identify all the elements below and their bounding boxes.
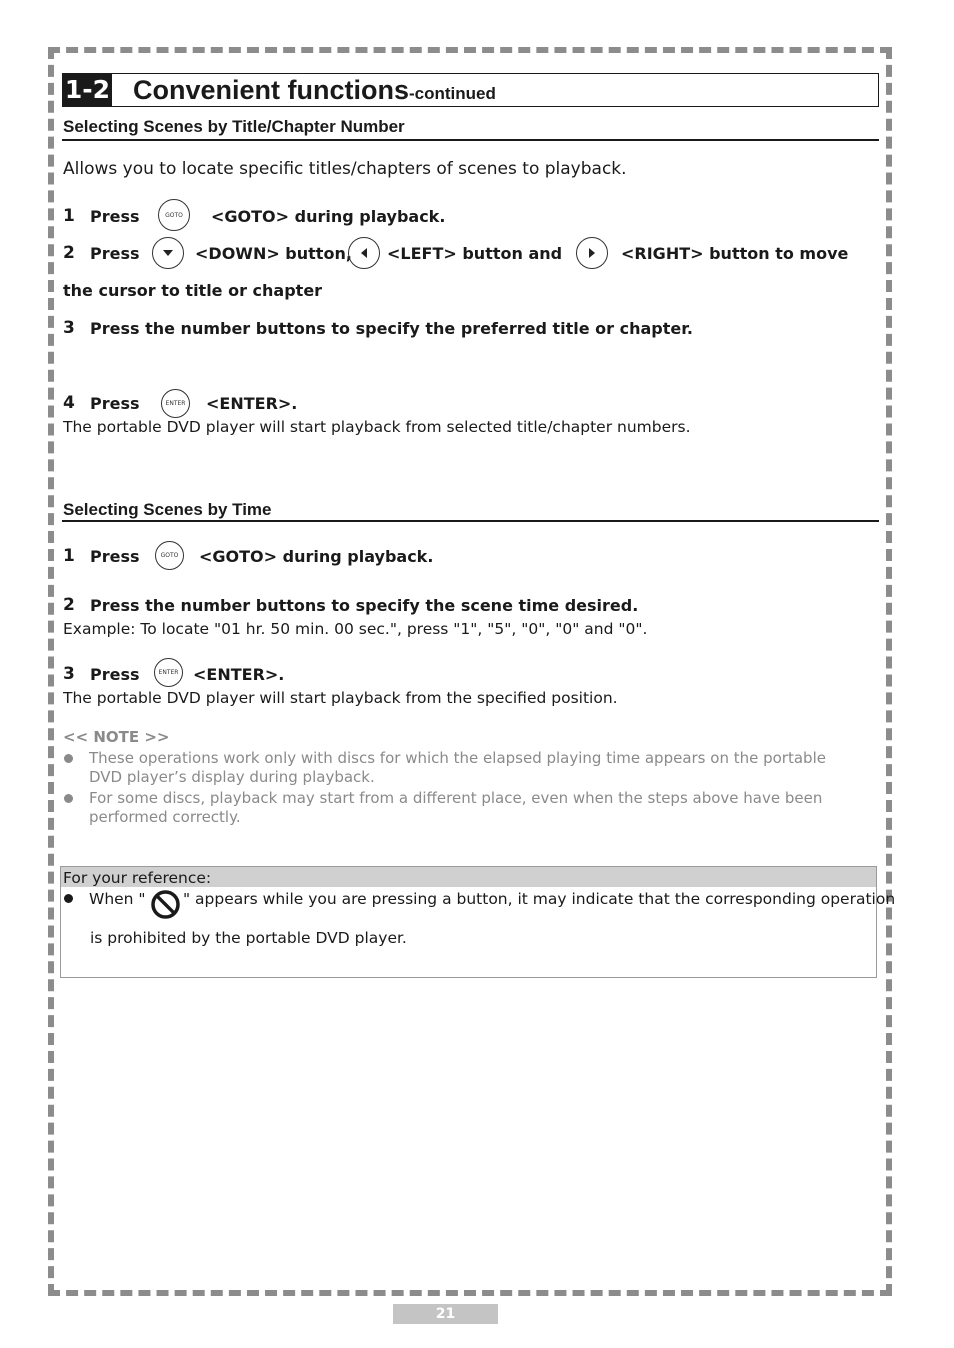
goto-button-icon: GOTO: [158, 199, 190, 231]
step-press-label: Press: [90, 547, 140, 566]
bullet-icon: [64, 894, 73, 903]
section-number: 1-2: [64, 75, 111, 104]
step-press-label: Press: [90, 665, 140, 684]
step-text: <GOTO> during playback.: [199, 547, 434, 566]
subheading-time: Selecting Scenes by Time: [63, 500, 272, 519]
section-title: [133, 74, 496, 110]
enter-button-icon: ENTER: [154, 658, 183, 687]
page-number: 21: [393, 1304, 498, 1324]
step-text: <ENTER>.: [206, 394, 298, 413]
note-item-line: For some discs, playback may start from a different place, even when the steps above have been: [89, 789, 823, 807]
step-left-text: <LEFT> button and: [387, 244, 563, 263]
step-number: 4: [63, 393, 75, 413]
step-text: Press the number buttons to specify the preferred title or chapter.: [90, 319, 693, 338]
step-text: <ENTER>.: [193, 665, 285, 684]
reference-when: When ": [89, 890, 146, 908]
step-description: The portable DVD player will start playback from the specified position.: [63, 689, 618, 707]
note-item-line: DVD player’s display during playback.: [89, 768, 375, 786]
subheading-title-chapter: Selecting Scenes by Title/Chapter Number: [63, 117, 405, 136]
note-heading: << NOTE >>: [63, 728, 170, 746]
note-item-line: performed correctly.: [89, 808, 241, 826]
step-number: 1: [63, 546, 75, 566]
left-arrow-button-icon: [348, 237, 380, 269]
step-description: Example: To locate "01 hr. 50 min. 00 sec.", press "1", "5", "0", "0" and "0".: [63, 620, 648, 638]
note-item-line: These operations work only with discs for which the elapsed playing time appears on the portable: [89, 749, 826, 767]
step-number: 3: [63, 318, 75, 338]
section-title-main: Convenient functions: [133, 75, 409, 105]
step-description: The portable DVD player will start playback from selected title/chapter numbers.: [63, 418, 691, 436]
step-number: 3: [63, 664, 75, 684]
reference-text: " appears while you are pressing a button, it may indicate that the corresponding operation: [183, 890, 896, 908]
step-number: 1: [63, 206, 75, 226]
step-down-text: <DOWN> button,: [195, 244, 352, 263]
bullet-icon: [64, 754, 73, 763]
step-text: Press the number buttons to specify the scene time desired.: [90, 596, 639, 615]
enter-button-icon: ENTER: [161, 389, 190, 418]
step-continuation: the cursor to title or chapter: [63, 281, 323, 300]
intro-text: Allows you to locate specific titles/chapters of scenes to playback.: [63, 159, 627, 179]
right-arrow-button-icon: [576, 237, 608, 269]
subheading-rule: [62, 520, 879, 522]
step-press-label: Press: [90, 207, 140, 226]
step-text: <GOTO> during playback.: [211, 207, 446, 226]
step-right-text: <RIGHT> button to move: [621, 244, 849, 263]
step-press-label: Press: [90, 394, 140, 413]
prohibited-icon: [150, 889, 181, 920]
bullet-icon: [64, 794, 73, 803]
down-arrow-button-icon: [152, 237, 184, 269]
step-number: 2: [63, 595, 75, 615]
step-number: 2: [63, 243, 75, 263]
reference-text-line2: is prohibited by the portable DVD player.: [90, 929, 407, 947]
section-title-suffix: -continued: [409, 84, 496, 103]
step-press-label: Press: [90, 244, 140, 263]
subheading-rule: [62, 139, 879, 141]
goto-button-icon: GOTO: [155, 541, 184, 570]
reference-heading: For your reference:: [63, 869, 212, 887]
